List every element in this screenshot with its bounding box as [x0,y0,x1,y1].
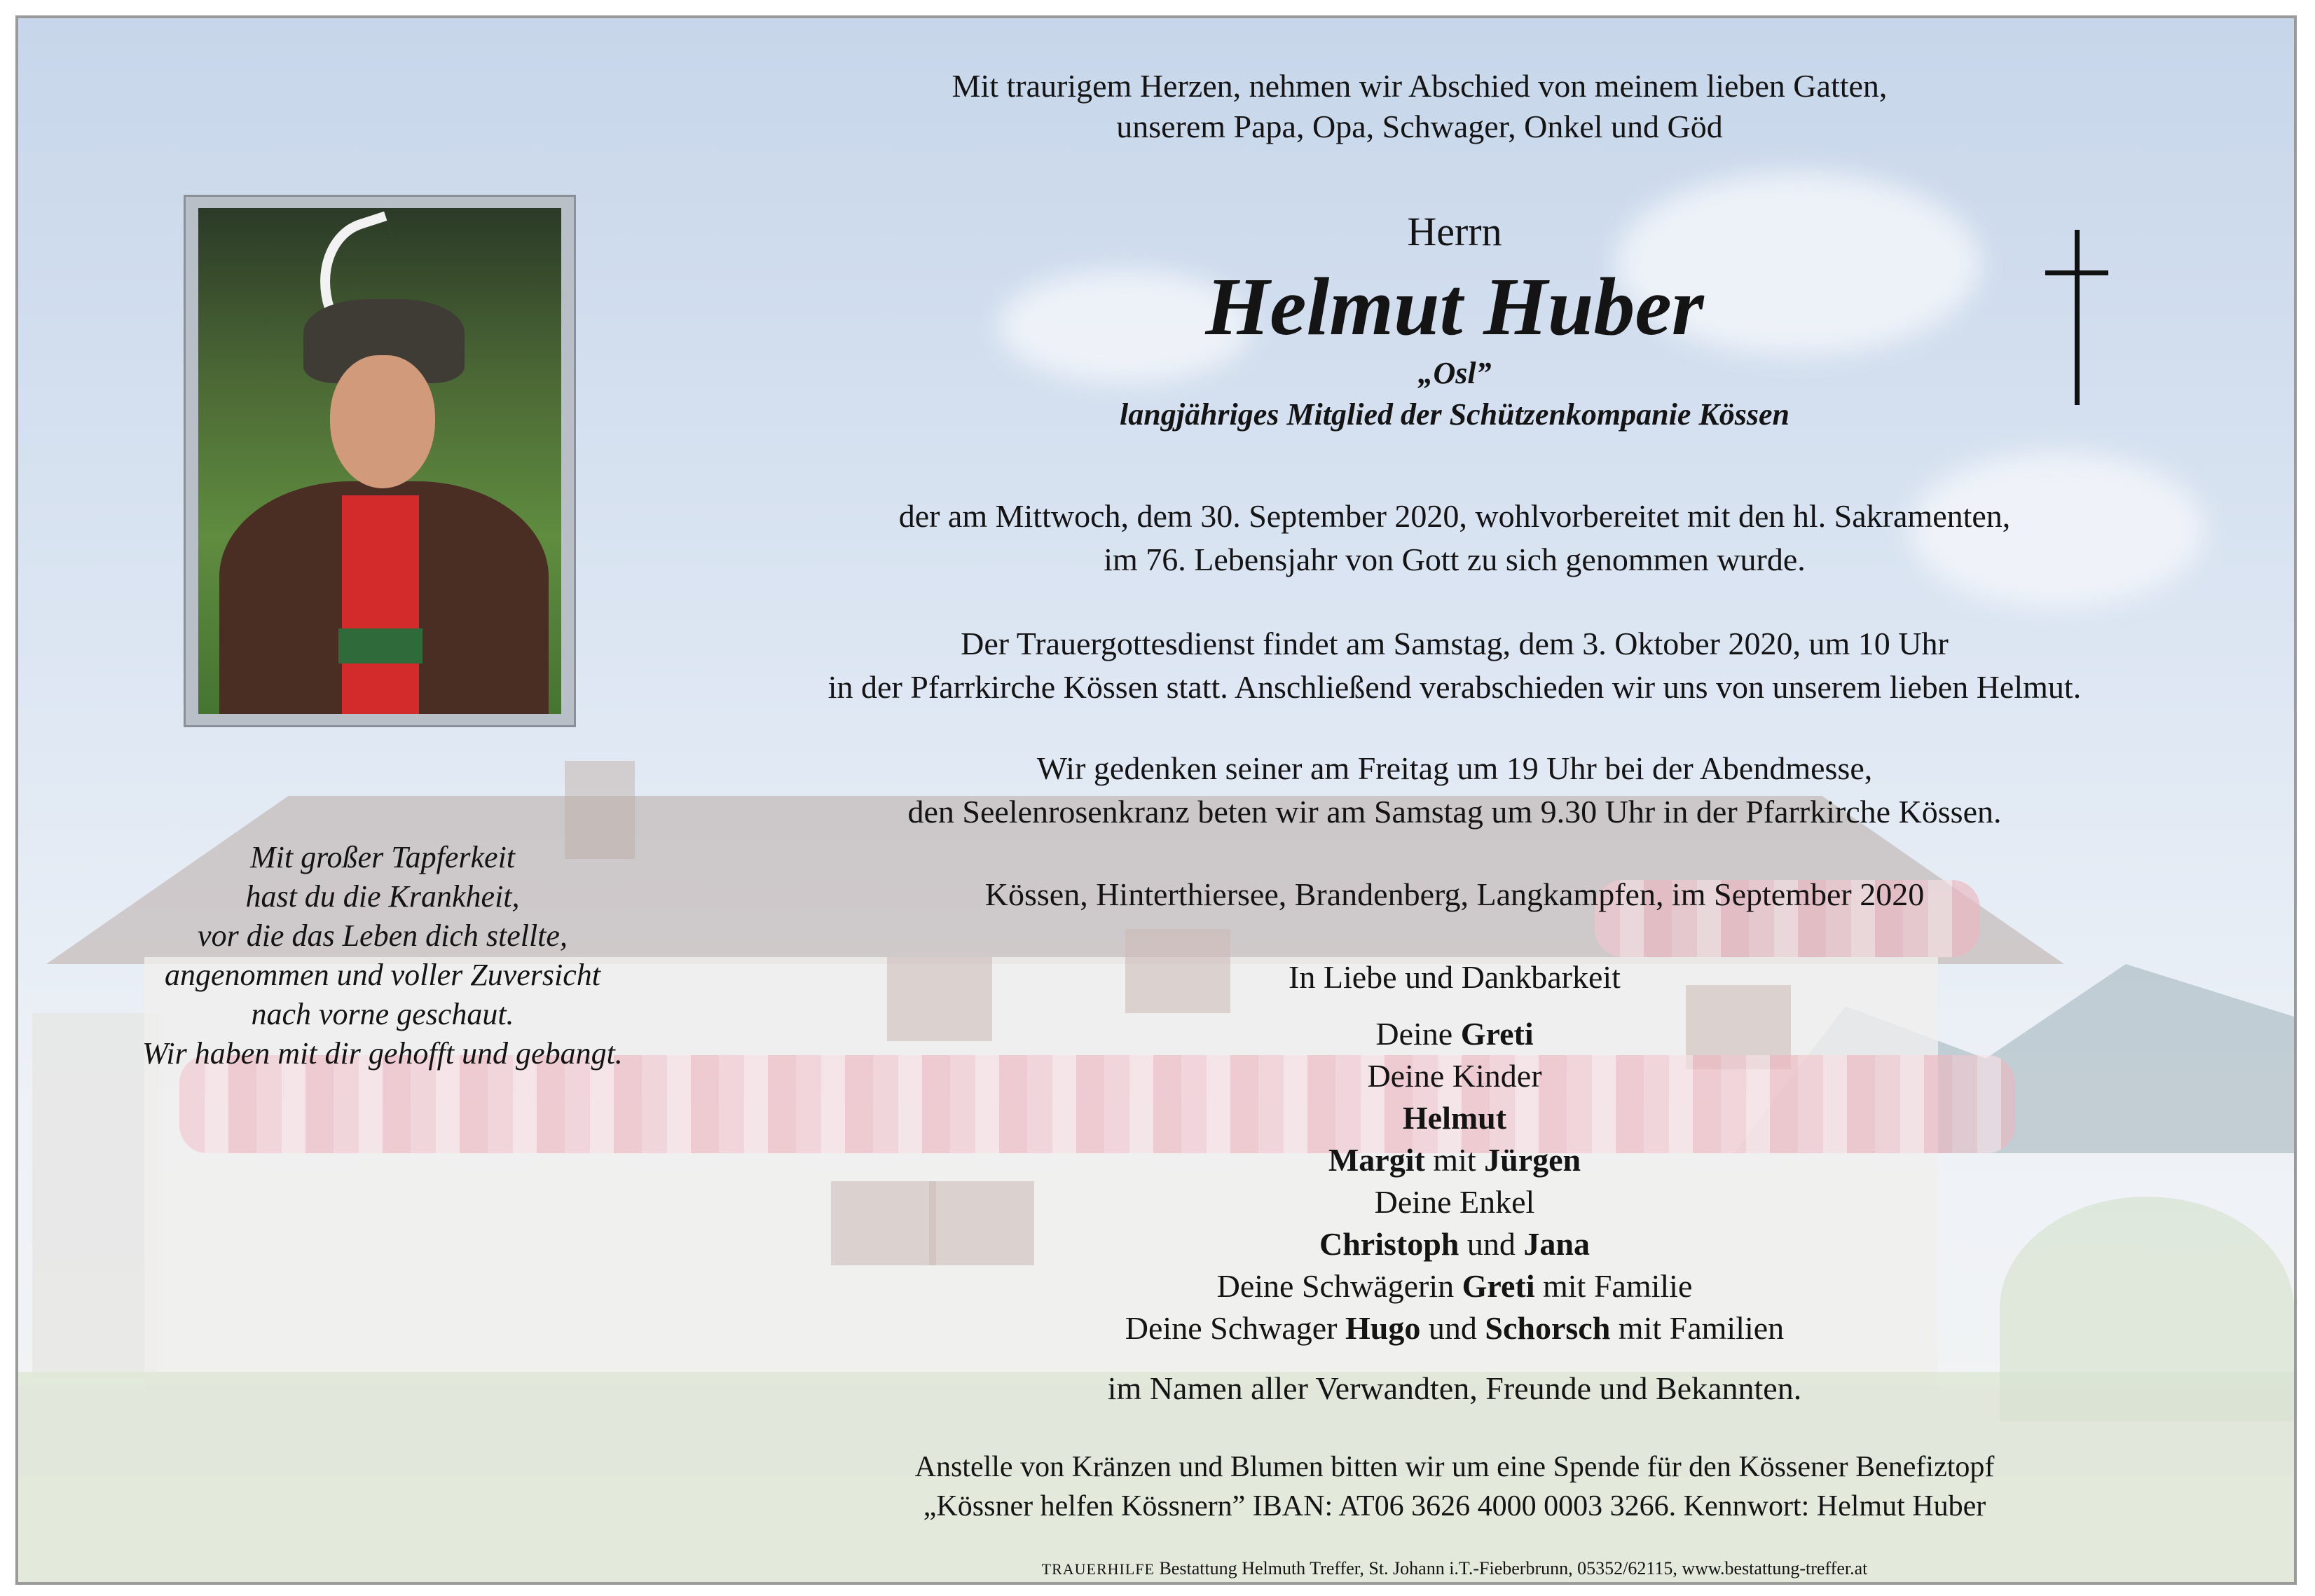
closing-line: In Liebe und Dankbarkeit [1289,959,1621,995]
red-vest [342,495,419,714]
mourner-grandchildren: Christoph und Jana [1319,1226,1590,1262]
relatives-line: im Namen aller Verwandten, Freunde und Bekannten. [1107,1370,1802,1406]
face [330,355,435,488]
donation-note: Anstelle von Kränzen und Blumen bitten wir um eine Spende für den Kössener Benefiztopf „Kössner helfen Kössnern” IBAN: AT06 3626 4000 0003 3266. Kennwort: Helmut Huber [914,1451,1995,1522]
funeral-home-brand: TRAUERHILFE [1041,1560,1155,1578]
portrait-photo [198,208,561,714]
mourner-child: Margit mit Jürgen [1328,1142,1581,1178]
intro-text: Mit traurigem Herzen, nehmen wir Abschied von meinem lieben Gatten, unserem Papa, Opa, Schwager, Onkel und Göd [952,68,1888,144]
mourner-wife: Deine Greti [1375,1016,1534,1052]
funeral-home-footer: TRAUERHILFE Bestattung Helmuth Treffer, St. Johann i.T.-Fieberbrunn, 05352/62115, www.bestattung-treffer.at [1041,1558,1868,1578]
mourner-brothers-in-law: Deine Schwager Hugo und Schorsch mit Familien [1125,1310,1785,1346]
children-label: Deine Kinder [1367,1058,1542,1094]
mourner-sister-in-law: Deine Schwägerin Greti mit Familie [1216,1268,1693,1304]
obituary-card [15,15,2297,1585]
grandchildren-label: Deine Enkel [1374,1184,1535,1220]
membership: langjähriges Mitglied der Schützenkompanie Kössen [1120,397,1790,432]
place-date: Kössen, Hinterthiersee, Brandenberg, Langkampfen, im September 2020 [984,876,1925,912]
memorial-mass: Wir gedenken seiner am Freitag um 19 Uhr bei der Abendmesse, den Seelenrosenkranz beten wir am Samstag um 9.30 Uhr in der Pfarrkirche Kössen. [907,750,2002,830]
deceased-name: Helmut Huber [1205,261,1704,352]
funeral-service: Der Trauergottesdienst findet am Samstag, dem 3. Oktober 2020, um 10 Uhr in der Pfarrkirche Kössen statt. Anschließend verabschieden wir uns von unserem lieben Helmut. [827,626,2082,705]
death-notice: der am Mittwoch, dem 30. September 2020, wohlvorbereitet mit den hl. Sakramenten, im 76. Lebensjahr von Gott zu sich genommen wurde. [898,498,2011,577]
mourner-child: Helmut [1402,1100,1507,1136]
latin-cross-icon [2045,230,2108,405]
poem: Mit großer Tapferkeit hast du die Krankheit, vor die das Leben dich stellte, angenommen und voller Zuversicht nach vorne geschaut. Wir haben mit dir gehofft und gebangt. [142,840,623,1071]
nickname: „Osl” [1417,356,1492,390]
salutation: Herrn [1407,209,1502,254]
portrait-frame [184,195,576,727]
green-belt [338,628,423,663]
mourners-list [859,1013,2050,1349]
